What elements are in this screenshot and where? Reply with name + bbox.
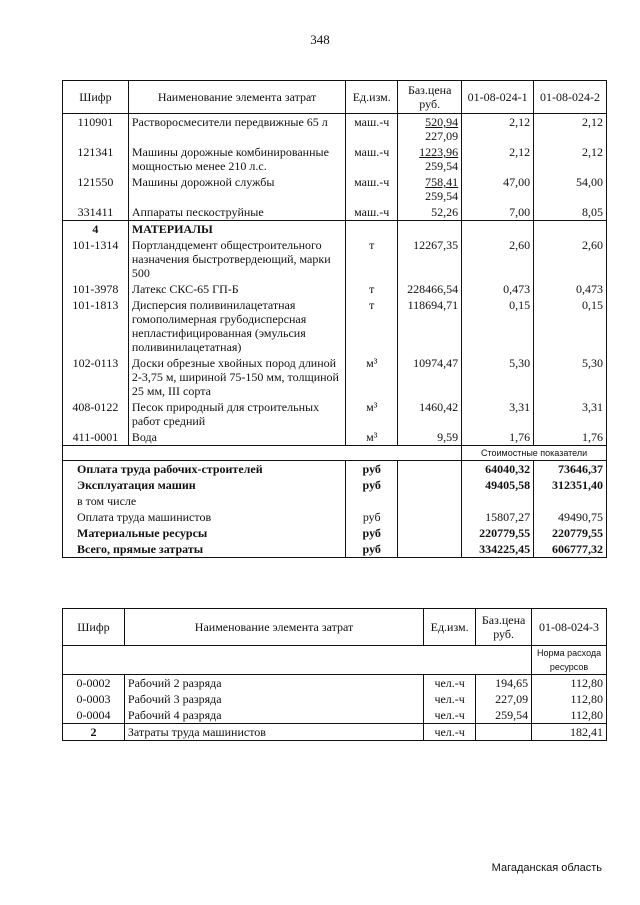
row-code: 331411 [63, 204, 129, 221]
summary-name: Оплата труда машинистов [63, 509, 346, 525]
header-col1: 01-08-024-1 [462, 81, 534, 114]
summary-row [63, 509, 607, 525]
row-unit: т [346, 297, 398, 355]
table-row [63, 675, 607, 692]
summary-v1: 64040,32 [462, 461, 534, 478]
summary-v2: 606777,32 [534, 541, 607, 558]
row-v1: 47,00 [462, 174, 534, 204]
table-row [63, 297, 607, 355]
table-row [63, 174, 607, 204]
resource-table-1 [62, 80, 607, 558]
row-price-main: 758,41 [425, 175, 459, 189]
summary-row [63, 477, 607, 493]
row-v2: 2,12 [534, 114, 607, 145]
header-col2: 01-08-024-2 [534, 81, 607, 114]
row-v1: 2,12 [462, 114, 534, 145]
row-code: 0-0002 [63, 675, 125, 692]
row-code: 121550 [63, 174, 129, 204]
summary-header-row [63, 446, 607, 461]
row-v2: 0,15 [534, 297, 607, 355]
summary-v2: 220779,55 [534, 525, 607, 541]
row-price: 52,26 [398, 204, 462, 221]
section-title: МАТЕРИАЛЫ [128, 221, 345, 238]
table-row [63, 724, 607, 741]
row-price: 259,54 [476, 707, 532, 724]
row-name: Рабочий 3 разряда [124, 691, 423, 707]
row-v1: 2,60 [462, 237, 534, 281]
row-price-main: 1223,96 [419, 145, 459, 159]
header-name: Наименование элемента затрат [128, 81, 345, 114]
row-code: 121341 [63, 144, 129, 174]
row-unit: т [346, 281, 398, 297]
summary-v1: 15807,27 [462, 509, 534, 525]
row-v2: 8,05 [534, 204, 607, 221]
row-unit: чел.-ч [424, 691, 476, 707]
row-code: 2 [63, 724, 125, 741]
page-number: 348 [310, 32, 330, 47]
row-unit: м³ [346, 355, 398, 399]
row-price-sub: 259,54 [425, 159, 459, 173]
row-price [398, 144, 462, 174]
row-code: 408-0122 [63, 399, 129, 429]
header-code: Шифр [63, 609, 125, 646]
row-unit: маш.-ч [346, 204, 398, 221]
header-col3: 01-08-024-3 [532, 609, 607, 646]
row-v3: 182,41 [532, 724, 607, 741]
row-v1: 3,31 [462, 399, 534, 429]
row-v1: 0,473 [462, 281, 534, 297]
row-price: 1460,42 [398, 399, 462, 429]
row-v1: 5,30 [462, 355, 534, 399]
row-code: 411-0001 [63, 429, 129, 446]
row-name: Латекс СКС-65 ГП-Б [128, 281, 345, 297]
row-price: 227,09 [476, 691, 532, 707]
row-code: 0-0004 [63, 707, 125, 724]
row-v1: 2,12 [462, 144, 534, 174]
row-code: 110901 [63, 114, 129, 145]
table-row [63, 429, 607, 446]
table-row [63, 355, 607, 399]
row-code: 101-1314 [63, 237, 129, 281]
row-name: Портландцемент общестроительного назначения быстротвердеющий, марки 500 [128, 237, 345, 281]
row-unit: маш.-ч [346, 114, 398, 145]
row-v3: 112,80 [532, 691, 607, 707]
row-price-sub: 259,54 [425, 189, 459, 203]
row-v2: 0,473 [534, 281, 607, 297]
row-code: 102-0113 [63, 355, 129, 399]
table-row [63, 114, 607, 145]
summary-unit: руб [346, 461, 398, 478]
row-price: 10974,47 [398, 355, 462, 399]
table-row [63, 237, 607, 281]
row-price: 9,59 [398, 429, 462, 446]
row-v2: 3,31 [534, 399, 607, 429]
summary-name: Всего, прямые затраты [63, 541, 346, 558]
row-v2: 5,30 [534, 355, 607, 399]
row-name: Аппараты пескоструйные [128, 204, 345, 221]
row-name: Рабочий 2 разряда [124, 675, 423, 692]
row-price [398, 114, 462, 145]
section-code: 4 [63, 221, 129, 238]
table-row [63, 204, 607, 221]
summary-v2: 73646,37 [534, 461, 607, 478]
row-price-main: 520,94 [425, 115, 459, 129]
row-price: 12267,35 [398, 237, 462, 281]
row-v1: 0,15 [462, 297, 534, 355]
summary-row [63, 541, 607, 558]
row-v2: 54,00 [534, 174, 607, 204]
row-price [398, 174, 462, 204]
table-row [63, 144, 607, 174]
norm-header: Норма расхода ресурсов [532, 646, 607, 675]
summary-v1: 334225,45 [462, 541, 534, 558]
row-code: 101-3978 [63, 281, 129, 297]
row-unit: маш.-ч [346, 174, 398, 204]
row-name: Затраты труда машинистов [124, 724, 423, 741]
header-name: Наименование элемента затрат [124, 609, 423, 646]
table-header-row [63, 81, 607, 114]
row-unit: т [346, 237, 398, 281]
section-row [63, 221, 607, 238]
row-name: Вода [128, 429, 345, 446]
table-row [63, 707, 607, 724]
row-v2: 2,60 [534, 237, 607, 281]
resource-table-2 [62, 608, 607, 741]
row-unit: маш.-ч [346, 144, 398, 174]
summary-header: Стоимостные показатели [462, 446, 607, 461]
table-row [63, 281, 607, 297]
table-header-row [63, 609, 607, 646]
summary-unit: руб [346, 477, 398, 493]
row-name: Рабочий 4 разряда [124, 707, 423, 724]
table-row [63, 399, 607, 429]
row-v3: 112,80 [532, 707, 607, 724]
row-price-sub: 227,09 [425, 129, 459, 143]
row-v2: 1,76 [534, 429, 607, 446]
row-price: 228466,54 [398, 281, 462, 297]
summary-row [63, 493, 607, 509]
summary-v2: 312351,40 [534, 477, 607, 493]
summary-row [63, 525, 607, 541]
row-unit: м³ [346, 429, 398, 446]
row-code: 101-1813 [63, 297, 129, 355]
summary-v1: 49405,58 [462, 477, 534, 493]
summary-name: Эксплуатация машин [63, 477, 346, 493]
summary-row [63, 461, 607, 478]
row-v3: 112,80 [532, 675, 607, 692]
summary-name: Материальные ресурсы [63, 525, 346, 541]
norm-header-row [63, 646, 607, 675]
row-price [476, 724, 532, 741]
row-v1: 7,00 [462, 204, 534, 221]
summary-unit: руб [346, 541, 398, 558]
row-unit: чел.-ч [424, 675, 476, 692]
summary-v1: 220779,55 [462, 525, 534, 541]
header-code: Шифр [63, 81, 129, 114]
header-unit: Ед.изм. [346, 81, 398, 114]
row-v1: 1,76 [462, 429, 534, 446]
summary-name: Оплата труда рабочих-строителей [63, 461, 346, 478]
row-unit: чел.-ч [424, 724, 476, 741]
row-price: 194,65 [476, 675, 532, 692]
summary-unit: руб [346, 509, 398, 525]
header-price: Баз.цена руб. [398, 81, 462, 114]
row-name: Доски обрезные хвойных пород длиной 2-3,75 м, шириной 75-150 мм, толщиной 25 мм, III сорта [128, 355, 345, 399]
summary-unit: руб [346, 525, 398, 541]
summary-v2: 49490,75 [534, 509, 607, 525]
header-unit: Ед.изм. [424, 609, 476, 646]
footer-region: Магаданская область [491, 862, 602, 874]
row-unit: м³ [346, 399, 398, 429]
header-price: Баз.цена руб. [476, 609, 532, 646]
row-name: Растворосмесители передвижные 65 л [128, 114, 345, 145]
row-name: Дисперсия поливинилацетатная гомополимерная грубодисперсная непластифицированная (эмульсия поливинилацетатная) [128, 297, 345, 355]
row-v2: 2,12 [534, 144, 607, 174]
table-row [63, 691, 607, 707]
row-price: 118694,71 [398, 297, 462, 355]
row-unit: чел.-ч [424, 707, 476, 724]
row-code: 0-0003 [63, 691, 125, 707]
row-name: Машины дорожные комбинированные мощностью менее 210 л.с. [128, 144, 345, 174]
row-name: Песок природный для строительных работ средний [128, 399, 345, 429]
row-name: Машины дорожной службы [128, 174, 345, 204]
summary-name: в том числе [63, 493, 346, 509]
